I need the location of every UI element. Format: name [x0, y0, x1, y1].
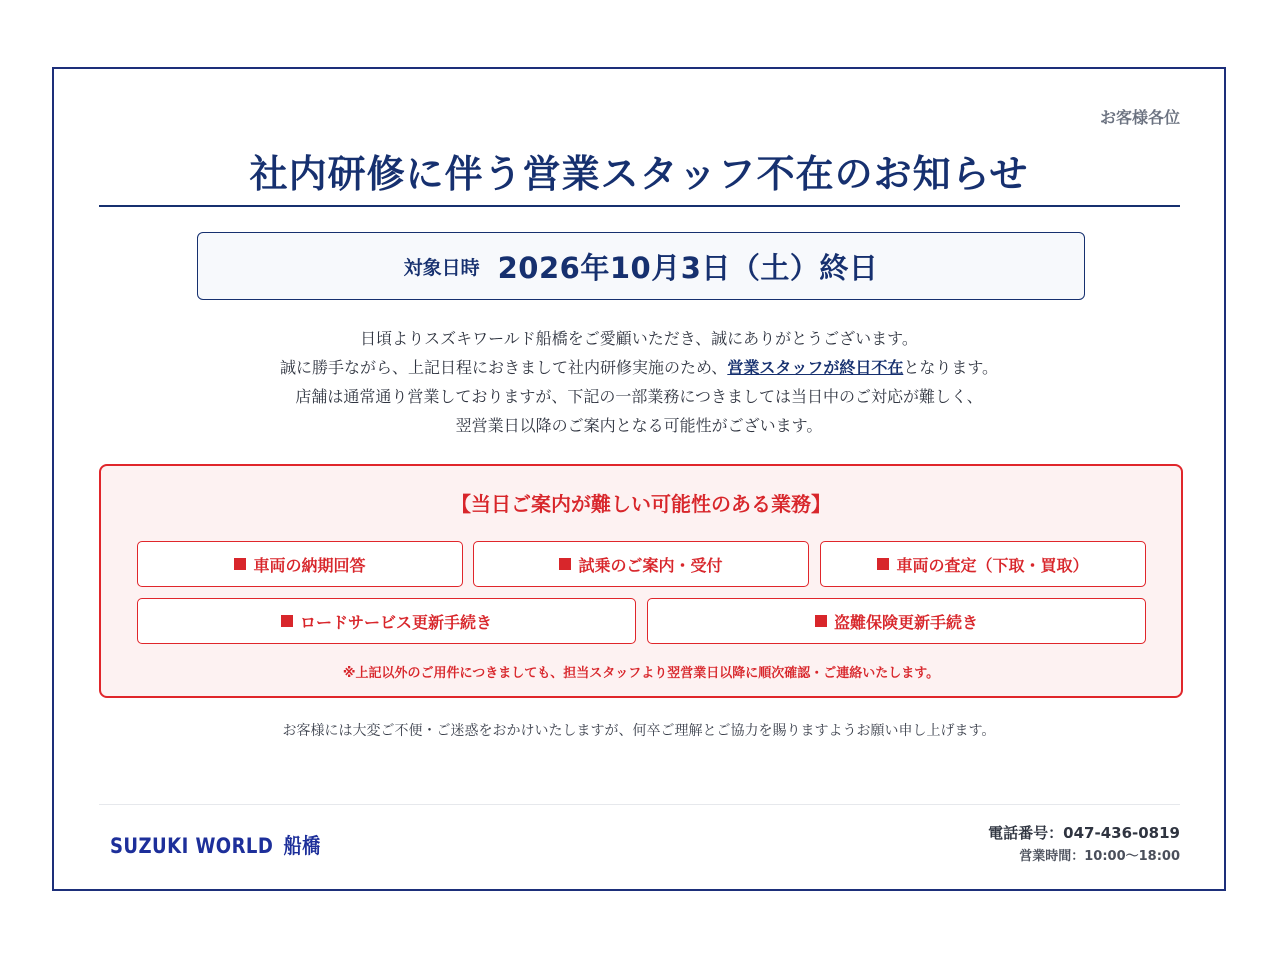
target-date-label: 対象日時	[403, 256, 480, 279]
staff-absence-highlight: 営業スタッフが終日不在	[727, 358, 904, 377]
body-line-2	[54, 353, 1224, 382]
footer-divider	[99, 804, 1180, 805]
branch-name: 船橋	[283, 834, 321, 858]
page-title: 社内研修に伴う営業スタッフ不在のお知らせ	[249, 152, 1029, 196]
affected-services-box	[99, 464, 1183, 698]
service-item-test-drive	[473, 541, 809, 587]
recipient-label: お客様各位	[1099, 108, 1180, 127]
body-line-3: 店舗は通常通り営業しておりますが、下記の一部業務につきましては当日中のご対応が難しく、	[295, 387, 983, 406]
service-item-theft-insurance	[647, 598, 1146, 644]
service-item-label: 車両の査定（下取・買取）	[896, 555, 1089, 575]
service-item-road-service	[137, 598, 636, 644]
service-item-label: 車両の納期回答	[253, 555, 366, 575]
target-date-value: 2026年10月3日（土）終日	[497, 250, 879, 285]
affected-services-note: ※上記以外のご用件につきましても、担当スタッフより翌営業日以降に順次確認・ご連絡いたします。	[342, 666, 940, 681]
service-item-appraisal	[820, 541, 1146, 587]
square-bullet-icon	[234, 558, 246, 570]
service-item-label: 盗難保険更新手続き	[833, 612, 978, 632]
square-bullet-icon	[281, 615, 293, 627]
service-item-label: ロードサービス更新手続き	[299, 612, 492, 632]
body-line-2-before: 誠に勝手ながら、上記日程におきまして社内研修実施のため、	[279, 358, 728, 377]
body-line-2-after: となります。	[903, 358, 999, 377]
square-bullet-icon	[877, 558, 889, 570]
brand-name: SUZUKI WORLD	[110, 834, 274, 858]
target-date-box	[197, 232, 1085, 300]
service-item-label: 試乗のご案内・受付	[578, 555, 723, 575]
title-divider	[99, 205, 1180, 207]
affected-services-heading: 【当日ご案内が難しい可能性のある業務】	[451, 492, 831, 516]
square-bullet-icon	[815, 615, 827, 627]
square-bullet-icon	[559, 558, 571, 570]
body-line-4: 翌営業日以降のご案内となる可能性がございます。	[455, 416, 823, 435]
service-item-delivery-date	[137, 541, 463, 587]
notice-body	[54, 324, 1224, 440]
business-hours: 営業時間：10:00〜18:00	[1019, 849, 1180, 864]
closing-message: お客様には大変ご不便・ご迷惑をおかけいたしますが、何卒ご理解とご協力を賜りますようお願い申し上げます。	[282, 723, 996, 739]
body-line-1: 日頃よりスズキワールド船橋をご愛顧いただき、誠にありがとうございます。	[360, 329, 918, 348]
brand-logo	[110, 830, 321, 860]
notice-frame	[52, 67, 1226, 891]
phone-number: 電話番号：047-436-0819	[988, 824, 1180, 842]
contact-info	[988, 822, 1180, 870]
